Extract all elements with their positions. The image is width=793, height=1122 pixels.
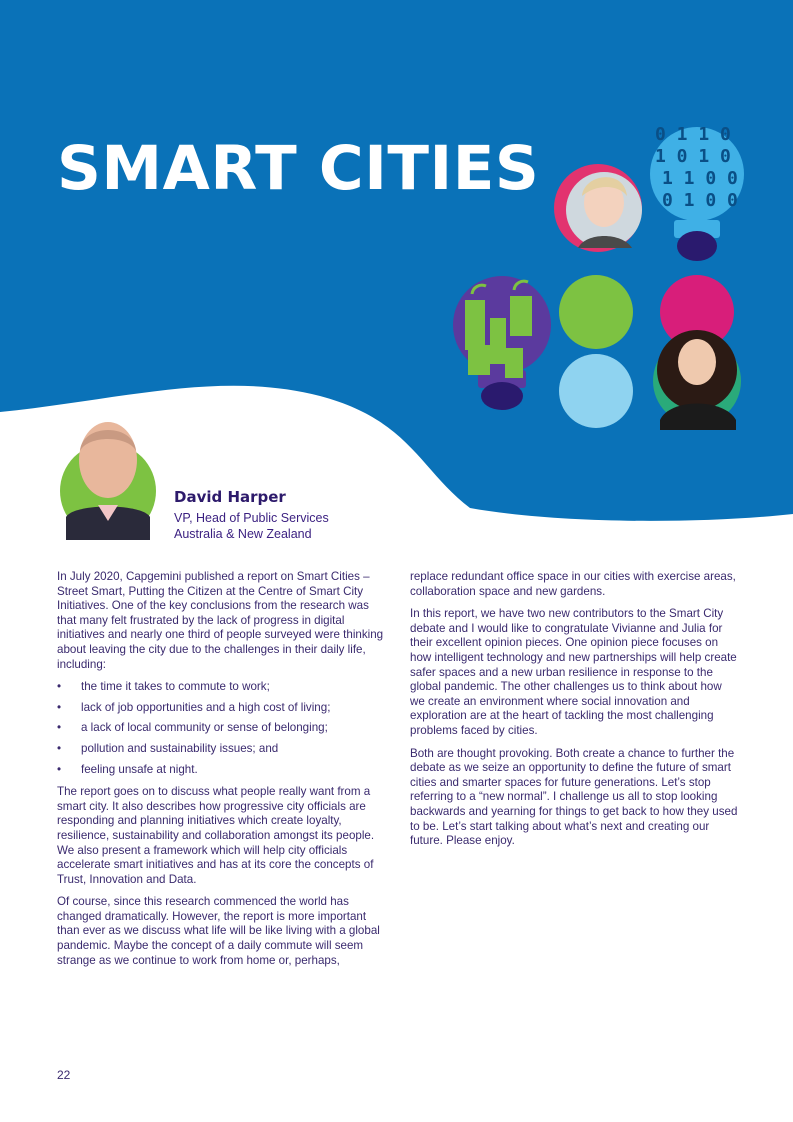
list-item: • feeling unsafe at night. bbox=[57, 763, 385, 778]
light-blue-circle bbox=[559, 354, 633, 428]
list-item: • lack of job opportunities and a high cost of living; bbox=[57, 701, 385, 716]
green-circle bbox=[559, 275, 633, 349]
author-avatar bbox=[58, 405, 158, 540]
contributor-avatar-right bbox=[653, 330, 741, 430]
page-title: SMART CITIES bbox=[57, 133, 540, 204]
svg-text:0 1 1 0: 0 1 1 0 bbox=[655, 124, 731, 145]
paragraph: replace redundant office space in our cities with exercise areas, collaboration space and new gardens. bbox=[410, 570, 736, 598]
author-name: David Harper bbox=[174, 488, 286, 506]
svg-text:0 1 0 0: 0 1 0 0 bbox=[662, 190, 738, 211]
left-column bbox=[57, 570, 385, 976]
paragraph: Both are thought provoking. Both create a chance to further the debate as we seize an opportunity to define the future of smart cities and smarter spaces for future generations. Let’s stop referring to a “new normal”. I challenge us all to stop looking backwards and yearning for things to get back to how they used to be. Let’s start talking about what’s next and creating our future. Please enjoy. bbox=[410, 746, 738, 848]
author-role-line: VP, Head of Public Services bbox=[174, 511, 329, 525]
paragraph: Of course, since this research commenced the world has changed dramatically. However, the report is more important than ever as we discuss what life will be like living with a global pandemic. Maybe the concept of a daily commute will seem strange as we continue to work from home or, perhaps, bbox=[57, 895, 380, 967]
paragraph: The report goes on to discuss what people really want from a smart city. It also describes how progressive city officials are responding and planning initiatives which create loyalty, resilience, sustainability and collaboration amongst its people. We also present a framework which will help city officials accelerate smart initiatives and has at its core the concepts of Trust, Innovation and Data. bbox=[57, 785, 375, 886]
svg-text:1 0 1 0: 1 0 1 0 bbox=[655, 146, 731, 167]
svg-text:1 1 0 0: 1 1 0 0 bbox=[662, 168, 738, 189]
paragraph: In July 2020, Capgemini published a report on Smart Cities – Street Smart, Putting the Citizen at the Centre of Smart City Initiatives. One of the key conclusions from the research was that many felt frustrated by the lack of progress in digital initiatives and nearly one third of people surveyed were thinking about leaving the city due to the challenges in their daily life, including: bbox=[57, 570, 384, 671]
contributor-avatar-top bbox=[554, 164, 642, 252]
author-title bbox=[174, 510, 329, 542]
page-number: 22 bbox=[57, 1068, 71, 1082]
list-item: • pollution and sustainability issues; and bbox=[57, 742, 385, 757]
right-column bbox=[410, 570, 738, 857]
list-item: • the time it takes to commute to work; bbox=[57, 680, 385, 695]
list-item: • a lack of local community or sense of belonging; bbox=[57, 721, 385, 736]
paragraph: In this report, we have two new contributors to the Smart City debate and I would like to congratulate Vivianne and Julia for their excellent opinion pieces. One opinion piece focuses on how intelligent technology and new partnerships will help create safer spaces and a new urban resilience in response to the global pandemic. The other challenges us to think about how we create an environment where social innovation and exploration are at the heart of tackling the most challenging problems faced by cities. bbox=[410, 607, 737, 737]
bullet-list bbox=[57, 680, 385, 777]
author-region-line: Australia & New Zealand bbox=[174, 527, 312, 541]
